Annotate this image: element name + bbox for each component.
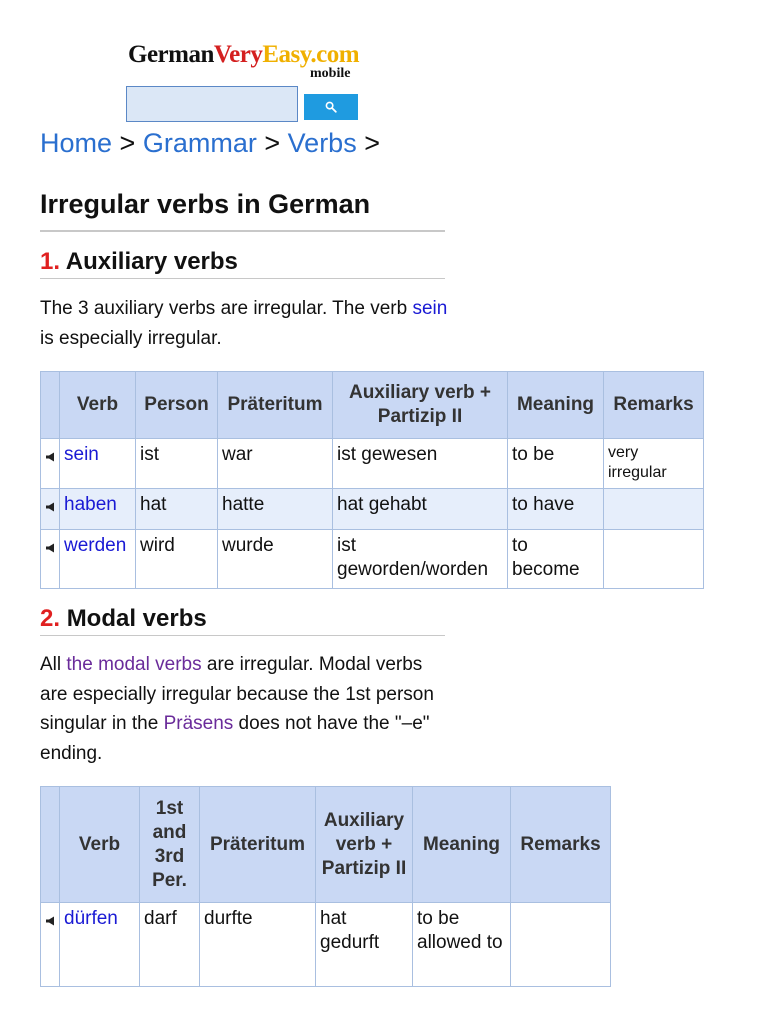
section-divider — [40, 635, 445, 636]
column-header-person: Person — [136, 372, 218, 439]
cell-prateritum: war — [218, 439, 333, 489]
breadcrumb-separator: > — [264, 128, 281, 158]
title-divider — [40, 230, 445, 232]
column-header-prateritum: Präteritum — [200, 787, 316, 903]
table-row — [41, 530, 704, 589]
cell-remarks — [604, 489, 704, 530]
table-row — [41, 439, 704, 489]
section-title-auxiliary — [40, 247, 238, 277]
cell-meaning: to have — [508, 489, 604, 530]
breadcrumb-grammar[interactable]: Grammar — [142, 128, 257, 158]
cell-auxiliary: ist geworden/worden — [333, 530, 508, 589]
cell-remarks: very irregular — [604, 439, 704, 489]
verb-link[interactable]: dürfen — [64, 908, 118, 929]
auxiliary-verbs-table — [40, 371, 704, 589]
cell-prateritum: wurde — [218, 530, 333, 589]
table-row — [41, 489, 704, 530]
column-header — [41, 787, 60, 903]
page-title: Irregular verbs in German — [40, 189, 371, 219]
intro-text: does not have the "–e" ending. — [40, 713, 430, 764]
link-sein[interactable]: sein — [412, 298, 448, 319]
section-title-text: Modal verbs — [66, 605, 207, 632]
cell-auxiliary: hat gedurft — [316, 903, 413, 987]
logo-mobile-label: mobile — [310, 66, 351, 81]
link-prasens[interactable]: Präsens — [163, 713, 234, 734]
verb-link[interactable]: werden — [64, 535, 127, 556]
breadcrumb — [40, 124, 380, 162]
modal-verbs-table — [40, 786, 611, 987]
column-header-person: 1st and 3rd Per. — [140, 787, 200, 903]
cell-prateritum: durfte — [200, 903, 316, 987]
column-header-meaning: Meaning — [413, 787, 511, 903]
section-title-text: Auxiliary verbs — [65, 248, 238, 275]
breadcrumb-separator: > — [364, 128, 380, 158]
logo-part-easy: Easy.com — [262, 41, 360, 68]
cell-person: hat — [136, 489, 218, 530]
cell-remarks — [604, 530, 704, 589]
column-header-verb: Verb — [60, 787, 140, 903]
speaker-icon[interactable] — [46, 536, 55, 560]
search-input[interactable] — [126, 86, 298, 122]
section-intro — [40, 294, 450, 353]
cell-remarks — [511, 903, 611, 987]
breadcrumb-separator: > — [119, 128, 136, 158]
search-button[interactable] — [304, 94, 358, 120]
cell-meaning: to be allowed to — [413, 903, 511, 987]
column-header-remarks: Remarks — [511, 787, 611, 903]
table-header-row — [41, 372, 704, 439]
speaker-icon[interactable] — [46, 909, 55, 933]
intro-text: are irregular. Modal verbs are especially irregular because the 1st person singular in the — [40, 654, 434, 734]
cell-person: ist — [136, 439, 218, 489]
column-header — [41, 372, 60, 439]
cell-auxiliary: hat gehabt — [333, 489, 508, 530]
link-modal-verbs[interactable]: the modal verbs — [66, 654, 202, 675]
table-header-row — [41, 787, 611, 903]
speaker-icon[interactable] — [46, 495, 55, 519]
column-header-verb: Verb — [60, 372, 136, 439]
intro-text: is especially irregular. — [40, 327, 222, 349]
speaker-icon[interactable] — [46, 445, 55, 469]
verb-link[interactable]: haben — [64, 494, 117, 515]
column-header-remarks: Remarks — [604, 372, 704, 439]
column-header-meaning: Meaning — [508, 372, 604, 439]
intro-text: All — [40, 654, 67, 675]
breadcrumb-verbs[interactable]: Verbs — [287, 128, 357, 158]
verb-link[interactable]: sein — [64, 444, 99, 465]
section-number: 2. — [40, 605, 61, 632]
column-header-auxiliary: Auxiliary verb + Partizip II — [333, 372, 508, 439]
cell-person: darf — [140, 903, 200, 987]
cell-person: wird — [136, 530, 218, 589]
breadcrumb-home[interactable]: Home — [40, 128, 113, 158]
cell-prateritum: hatte — [218, 489, 333, 530]
cell-auxiliary: ist gewesen — [333, 439, 508, 489]
logo-part-very: Very — [213, 41, 263, 68]
logo-part-german: German — [128, 41, 214, 68]
cell-meaning: to be — [508, 439, 604, 489]
column-header-prateritum: Präteritum — [218, 372, 333, 439]
search-icon — [325, 101, 337, 113]
table-row — [41, 903, 611, 987]
section-number: 1. — [40, 248, 61, 275]
section-divider — [40, 278, 445, 279]
cell-meaning: to become — [508, 530, 604, 589]
section-title-modal — [40, 604, 207, 634]
intro-text: The 3 auxiliary verbs are irregular. The verb — [40, 298, 413, 319]
column-header-auxiliary: Auxiliary verb + Partizip II — [316, 787, 413, 903]
section-intro — [40, 650, 440, 768]
